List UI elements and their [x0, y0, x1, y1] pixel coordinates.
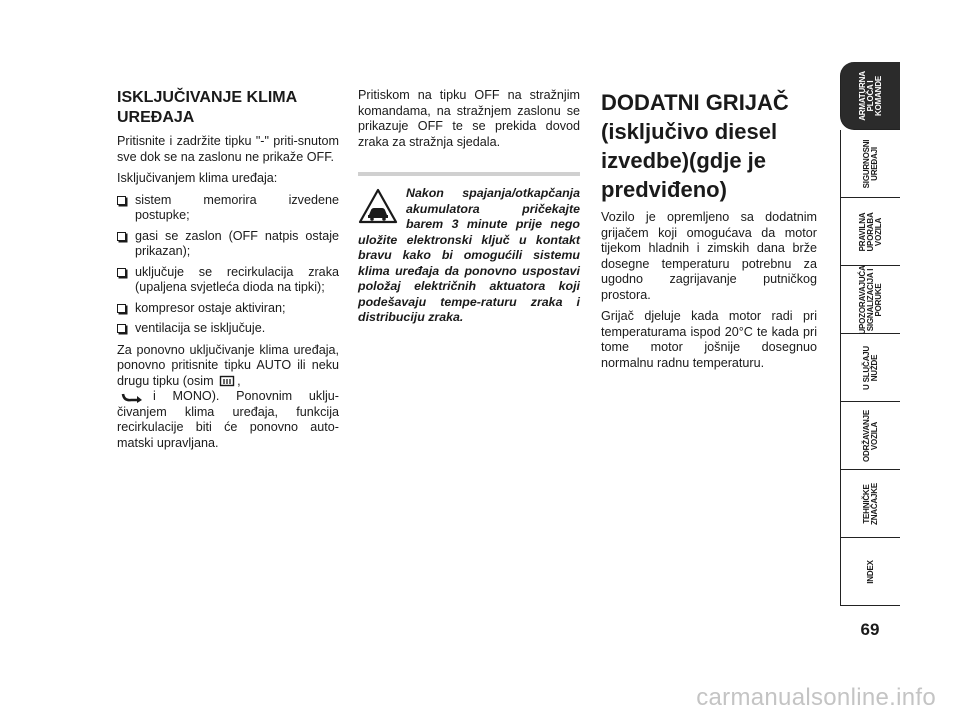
- tab-instrument-panel[interactable]: ARMATURNA PLOČA I KOMANDE: [840, 62, 900, 130]
- warning-box: [358, 172, 580, 326]
- tab-warning-lights[interactable]: UPOZORAVAJUĆA SIGNALIZACIJA I PORUKE: [840, 266, 900, 334]
- warning-text: Nakon spajanja/otkapčanja akumulatora pričekajte barem 3 minute prije nego uložite elektronski ključ u kontakt bravu kako bi omogućili sistemu klima uređaja da ponovno uspostavi položaj električnih aktuatora koji podešavaju tempe-raturu zraka i distribuciju zraka.: [358, 186, 580, 324]
- list-item: ventilacija se isključuje.: [117, 321, 339, 337]
- list-item: sistem memorira izvedene postupke;: [117, 193, 339, 224]
- list-item: gasi se zaslon (OFF natpis ostaje prikazan);: [117, 229, 339, 260]
- paragraph-switching-off: Isključivanjem klima uređaja:: [117, 171, 278, 185]
- checkbox-bullet-icon: [117, 324, 126, 333]
- tab-index[interactable]: INDEX: [840, 538, 900, 606]
- column-right: [601, 88, 817, 377]
- checkbox-bullet-icon: [117, 304, 126, 313]
- rear-defrost-icon: [219, 375, 235, 388]
- page-number: 69: [860, 620, 880, 639]
- tab-maintenance[interactable]: ODRŽAVANJE VOZILA: [840, 402, 900, 470]
- tab-technical-specs[interactable]: TEHNIČKE ZNAČAJKE: [840, 470, 900, 538]
- warning-triangle-car-icon: [358, 188, 398, 224]
- checklist: [117, 193, 339, 337]
- column-middle: [358, 88, 580, 326]
- watermark: carmanualsonline.info: [696, 684, 936, 711]
- paragraph-reactivation: Za ponovno uključivanje klima uređaja, ponovno pritisnite tipku AUTO ili neku drugu tipku (osim , i MONO). Ponovnim uklju-čivanjem klima uređaja, funkcija recirkulacije biti će ponovno auto-matski upravljana.: [117, 342, 339, 450]
- list-item: kompresor ostaje aktiviran;: [117, 301, 339, 317]
- paragraph-press-hold: Pritisnite i zadržite tipku "-" priti-snutom sve dok se na zaslonu ne prikaže OFF.: [117, 134, 339, 164]
- tab-correct-use[interactable]: PRAVILNA UPORABA VOZILA: [840, 198, 900, 266]
- paragraph-rear-controls: Pritiskom na tipku OFF na stražnjim komandama, na stražnjem zaslonu se prikazuje OFF te se prekida dovod zraka za stražnja sjedala.: [358, 88, 580, 149]
- list-item: uključuje se recirkulacija zraka (upaljena svjetleća dioda na tipki);: [117, 265, 339, 296]
- tab-safety-devices[interactable]: SIGURNOSNI UREĐAJI: [840, 130, 900, 198]
- tab-emergency[interactable]: U SLUČAJU NUŽDE: [840, 334, 900, 402]
- paragraph-heater-description: Vozilo je opremljeno sa dodatnim grijačem koji omogućava da motor tijekom hladnih i zimskih dana brže dosegne temperaturu potrebnu za ugodno zagrijavanje putničkog prostora.: [601, 210, 817, 302]
- section-heading-climate-off: ISKLJUČIVANJE KLIMA UREĐAJA: [117, 89, 297, 126]
- checkbox-bullet-icon: [117, 232, 126, 241]
- checkbox-bullet-icon: [117, 268, 126, 277]
- thumb-index: [840, 62, 900, 612]
- paragraph-heater-operation: Grijač djeluje kada motor radi pri temperaturama ispod 20°C te kada pri tome motor jošnije dosegnuo normalnu radnu temperaturu.: [601, 309, 817, 370]
- checkbox-bullet-icon: [117, 196, 126, 205]
- column-left: [117, 88, 339, 457]
- section-heading-auxiliary-heater: DODATNI GRIJAČ (isključivo diesel izvedbe)(gdje je predviđeno): [601, 90, 789, 202]
- recirculation-icon: [121, 391, 143, 403]
